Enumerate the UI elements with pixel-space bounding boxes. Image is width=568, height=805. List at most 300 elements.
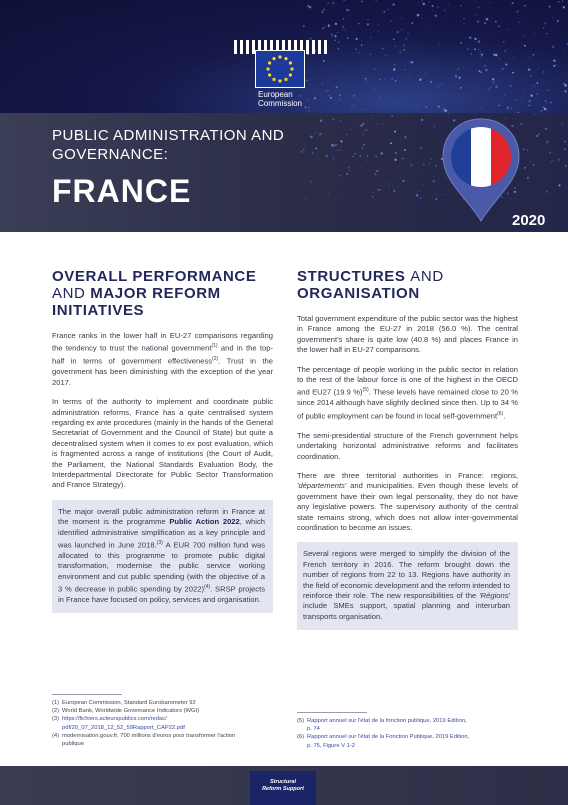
footnote-link[interactable]: p. 75, Figure V 1-2 xyxy=(307,742,356,749)
decorative-dot xyxy=(545,128,548,131)
decorative-dot xyxy=(403,44,405,46)
decorative-dot xyxy=(448,4,449,5)
decorative-dot xyxy=(553,65,555,67)
decorative-dot xyxy=(339,175,340,176)
decorative-dot xyxy=(361,44,363,46)
decorative-dot xyxy=(383,11,385,13)
decorative-dot xyxy=(348,9,350,11)
decorative-dot xyxy=(404,69,405,70)
decorative-dot xyxy=(564,84,567,87)
decorative-dot xyxy=(320,119,322,121)
decorative-dot xyxy=(385,55,387,57)
decorative-dot xyxy=(343,0,345,1)
decorative-dot xyxy=(404,149,406,151)
decorative-dot xyxy=(391,139,392,140)
decorative-dot xyxy=(399,105,400,106)
decorative-dot xyxy=(403,49,404,50)
decorative-dot xyxy=(342,26,344,28)
decorative-dot xyxy=(322,13,323,14)
decorative-dot xyxy=(429,163,430,164)
decorative-dot xyxy=(558,184,560,186)
public-employment-paragraph xyxy=(297,365,518,422)
footnote-link[interactable]: Rapport annuel sur l'état de la fonction publique, 2019 Edition, xyxy=(307,718,467,724)
decorative-dot xyxy=(422,185,423,186)
decorative-dot xyxy=(551,161,553,163)
decorative-dot xyxy=(479,70,481,72)
decorative-dot xyxy=(410,164,412,166)
decorative-dot xyxy=(460,42,461,43)
decorative-dot xyxy=(513,57,514,58)
decorative-dot xyxy=(530,94,532,96)
decorative-dot xyxy=(429,117,430,118)
decorative-dot xyxy=(331,34,333,36)
decorative-dot xyxy=(537,68,538,69)
footnote-item xyxy=(52,724,282,732)
footnote-item xyxy=(52,715,282,723)
footnote-link[interactable]: https://fichiers.acteurspublics.com/redac/ xyxy=(62,716,167,723)
decorative-dot xyxy=(327,3,328,4)
decorative-dot xyxy=(444,109,446,111)
decorative-dot xyxy=(390,142,392,144)
decorative-dot xyxy=(479,51,481,53)
decorative-dot xyxy=(395,45,396,46)
decorative-dot xyxy=(328,24,330,26)
decorative-dot xyxy=(337,32,338,33)
decorative-dot xyxy=(477,20,480,23)
decorative-dot xyxy=(406,38,408,40)
decorative-dot xyxy=(460,98,461,99)
text-run: and municipalities. Even though these levels of government have their own legal personality, they do not have any legislative powers. The supervisory authority of the central state remains strong, which does not allow inter-governmental coordination to become an issues. xyxy=(297,481,518,532)
decorative-dot xyxy=(512,72,514,74)
decorative-dot xyxy=(542,160,543,161)
text-run: France ranks in the lower half in EU-27 comparisons regarding the tendency to trust the national government xyxy=(52,331,273,353)
regions-merge-highlight-box xyxy=(297,542,518,630)
decorative-dot xyxy=(429,1,430,2)
decorative-dot xyxy=(353,95,355,97)
footnote-item xyxy=(52,740,282,748)
decorative-dot xyxy=(372,196,373,197)
decorative-dot xyxy=(457,68,459,70)
decorative-dot xyxy=(563,148,565,150)
decorative-dot xyxy=(393,190,395,192)
expenditure-paragraph: Total government expenditure of the public sector was the highest in France among the EU-27 in 2018 (56.0 %). The central government's share is quite low (40.8 %) and places France in the lower half in EU-27 comparisons. xyxy=(297,314,518,355)
footnote-link[interactable]: p. 74 xyxy=(307,726,320,733)
eu-star xyxy=(278,79,281,82)
france-flag-pin-icon xyxy=(440,117,522,225)
decorative-dot xyxy=(460,5,462,7)
decorative-dot xyxy=(392,185,393,186)
footnote-text: European Commission, Standard Eurobarometer 92 xyxy=(62,700,196,706)
decorative-dot xyxy=(430,158,432,160)
eu-star xyxy=(268,73,271,76)
decorative-dot xyxy=(369,54,370,55)
footnotes-left xyxy=(52,699,282,748)
decorative-dot xyxy=(530,75,532,77)
decorative-dot xyxy=(526,149,528,151)
decorative-dot xyxy=(434,191,435,192)
decorative-dot xyxy=(417,14,420,17)
footnote-item xyxy=(297,725,527,733)
decorative-dot xyxy=(385,79,386,80)
decorative-dot xyxy=(481,53,483,55)
decorative-dot xyxy=(399,139,401,141)
decorative-dot xyxy=(463,67,464,68)
decorative-dot xyxy=(335,23,337,25)
decorative-dot xyxy=(452,37,453,38)
decorative-dot xyxy=(436,166,437,167)
reform-authority-paragraph: In terms of the authority to implement and coordinate public administration reforms, France has a quite centralised system regarding ex ante procedures (mainly in the hands of the General Secretariat of Government and the Council of State) but quite a decentralised system when it comes to ex post evaluation, which is fragmented across a range of institutions (the Court of Audit, the Parliament, the National Standards Evaluation Body, the Interdepartmental Directorate for Public Sector Transformation and France Strategy). xyxy=(52,397,273,490)
decorative-dot xyxy=(507,107,508,108)
decorative-dot xyxy=(518,112,519,113)
decorative-dot xyxy=(526,55,527,56)
text-run: include SMEs support, spatial planning and interurban transports organisation. xyxy=(303,601,510,621)
decorative-dot xyxy=(523,36,524,37)
decorative-dot xyxy=(533,54,534,55)
decorative-dot xyxy=(523,148,525,150)
decorative-dot xyxy=(412,124,413,125)
decorative-dot xyxy=(361,0,363,2)
decorative-dot xyxy=(460,87,461,88)
text-run: A EUR 700 million fund was allocated to this programme to promote public digital transformation, modernise the public service working environment and cut public spending (with the objective of a 3 % decrease in public spending by 2022) xyxy=(58,540,265,594)
decorative-dot xyxy=(423,3,425,5)
eu-star xyxy=(272,78,275,81)
decorative-dot xyxy=(353,105,354,106)
footnote-item xyxy=(297,742,527,750)
decorative-dot xyxy=(502,68,504,70)
decorative-dot xyxy=(499,58,500,59)
decorative-dot xyxy=(338,41,340,43)
footnote-ref-4[interactable]: (4) xyxy=(203,584,211,591)
decorative-dot xyxy=(535,86,536,87)
decorative-dot xyxy=(516,10,518,12)
decorative-dot xyxy=(469,36,472,39)
decorative-dot xyxy=(425,72,427,74)
heading-part: INITIATIVES xyxy=(52,302,145,319)
decorative-dot xyxy=(550,152,552,154)
text-run: . SRSP projects in France have focused on policy, services and organisation. xyxy=(58,584,265,605)
decorative-dot xyxy=(507,106,508,107)
decorative-dot xyxy=(339,194,340,195)
srs-logo-line1: Structural xyxy=(270,779,296,785)
decorative-dot xyxy=(379,78,381,80)
text-run-italic: 'départements' xyxy=(297,481,347,491)
decorative-dot xyxy=(376,170,378,172)
decorative-dot xyxy=(346,173,347,174)
decorative-dot xyxy=(393,39,394,40)
territorial-authorities-paragraph xyxy=(297,471,518,533)
decorative-dot xyxy=(303,25,304,26)
decorative-dot xyxy=(430,81,432,83)
semi-presidential-paragraph: The semi-presidential structure of the French government helps undertaking horizontal administrative reforms and facilitates coordination. xyxy=(297,430,518,461)
footnote-divider-right xyxy=(297,712,367,713)
eu-flag-icon xyxy=(255,50,305,88)
decorative-dot xyxy=(458,77,460,79)
decorative-dot xyxy=(524,89,526,91)
decorative-dot xyxy=(346,101,347,102)
decorative-dot xyxy=(444,10,446,12)
decorative-dot xyxy=(375,155,377,157)
decorative-dot xyxy=(449,113,450,114)
decorative-dot xyxy=(305,198,306,199)
heading-part: AND xyxy=(52,285,91,302)
footnote-ref-3[interactable]: (3) xyxy=(156,539,163,546)
decorative-dot xyxy=(370,36,372,38)
footnote-text: publique xyxy=(62,741,84,748)
decorative-dot xyxy=(423,173,424,174)
decorative-dot xyxy=(490,87,491,88)
decorative-dot xyxy=(565,165,567,167)
decorative-dot xyxy=(463,23,464,24)
decorative-dot xyxy=(402,158,403,159)
footnote-text: modernisation.gouv.fr, 700 millions d'euros pour transformer l'action xyxy=(62,732,236,739)
decorative-dot xyxy=(492,82,494,84)
decorative-dot xyxy=(339,94,341,96)
decorative-dot xyxy=(504,94,506,96)
decorative-dot xyxy=(401,17,403,19)
decorative-dot xyxy=(536,99,537,100)
decorative-dot xyxy=(362,109,363,110)
decorative-dot xyxy=(397,123,398,124)
text-run: . These levels have remained close to 20 % since 2014 although have slightly declined since then. Up to 34 % of public employment can be found in local self-government xyxy=(297,387,518,421)
text-run: , which identified administrative simplification as a key principle and was launched in June 2018. xyxy=(58,517,265,550)
decorative-dot xyxy=(383,123,384,124)
decorative-dot xyxy=(553,60,555,62)
decorative-dot xyxy=(391,115,392,116)
decorative-dot xyxy=(310,181,313,184)
decorative-dot xyxy=(495,21,497,23)
decorative-dot xyxy=(342,29,343,30)
decorative-dot xyxy=(411,61,413,63)
decorative-dot xyxy=(538,134,539,135)
decorative-dot xyxy=(395,152,397,154)
decorative-dot xyxy=(498,26,499,27)
decorative-dot xyxy=(478,6,480,8)
decorative-dot xyxy=(374,68,375,69)
decorative-dot xyxy=(474,38,476,40)
heading-part: AND xyxy=(410,268,444,285)
decorative-dot xyxy=(474,48,476,50)
structural-reform-support-logo xyxy=(250,771,316,805)
decorative-dot xyxy=(563,83,565,85)
decorative-dot xyxy=(432,5,434,7)
footnote-link[interactable]: pdf/20_07_2018_12_52_59Rapport_CAP22.pdf xyxy=(62,724,185,731)
decorative-dot xyxy=(405,165,406,166)
decorative-dot xyxy=(486,18,489,21)
decorative-dot xyxy=(528,100,530,102)
decorative-dot xyxy=(541,110,543,112)
decorative-dot xyxy=(356,38,358,40)
decorative-dot xyxy=(480,56,481,57)
decorative-dot xyxy=(390,20,392,22)
decorative-dot xyxy=(416,194,419,197)
decorative-dot xyxy=(339,99,340,100)
decorative-dot xyxy=(382,13,383,14)
country-title: FRANCE xyxy=(52,173,192,209)
decorative-dot xyxy=(385,183,386,184)
footnote-ref-2[interactable]: (2) xyxy=(212,356,219,363)
text-run-italic: 'Régions' xyxy=(479,591,510,600)
footnote-divider-left xyxy=(52,694,122,695)
decorative-dot xyxy=(391,78,393,80)
decorative-dot xyxy=(394,131,396,133)
major-reform-paragraph xyxy=(58,507,265,606)
decorative-dot xyxy=(388,9,389,10)
regions-merge-paragraph xyxy=(303,549,510,622)
decorative-dot xyxy=(481,108,482,109)
decorative-dot xyxy=(419,79,421,81)
decorative-dot xyxy=(430,91,431,92)
srs-logo-text xyxy=(250,779,316,793)
decorative-dot xyxy=(351,109,352,110)
decorative-dot xyxy=(401,29,402,30)
footnotes-right xyxy=(297,717,527,750)
decorative-dot xyxy=(511,108,512,109)
decorative-dot xyxy=(361,166,362,167)
decorative-dot xyxy=(348,167,349,168)
trust-paragraph xyxy=(52,331,273,388)
decorative-dot xyxy=(396,31,399,34)
decorative-dot xyxy=(488,88,490,90)
decorative-dot xyxy=(363,123,365,125)
decorative-dot xyxy=(528,105,530,107)
decorative-dot xyxy=(564,140,566,142)
decorative-dot xyxy=(527,177,529,179)
european-commission-logo xyxy=(228,40,338,113)
european-commission-wordmark xyxy=(258,90,318,108)
decorative-dot xyxy=(420,197,421,198)
decorative-dot xyxy=(334,35,336,37)
decorative-dot xyxy=(427,90,428,91)
decorative-dot xyxy=(492,78,494,80)
decorative-dot xyxy=(323,28,324,29)
footnote-number: (3) xyxy=(52,716,60,723)
footnote-ref-1[interactable]: (1) xyxy=(211,343,218,350)
decorative-dot xyxy=(563,52,564,53)
footnote-item xyxy=(52,707,282,715)
decorative-dot xyxy=(536,135,538,137)
decorative-dot xyxy=(528,68,531,71)
decorative-dot xyxy=(325,26,326,27)
decorative-dot xyxy=(344,29,345,30)
decorative-dot xyxy=(438,106,440,108)
eu-star xyxy=(284,57,287,60)
decorative-dot xyxy=(553,125,554,126)
text-run: . xyxy=(503,411,506,421)
decorative-dot xyxy=(418,2,419,3)
decorative-dot xyxy=(543,27,545,29)
decorative-dot xyxy=(411,22,413,24)
decorative-dot xyxy=(375,0,377,1)
decorative-dot xyxy=(539,113,540,114)
decorative-dot xyxy=(536,144,537,145)
ec-logo-line2: Commission xyxy=(258,99,303,108)
decorative-dot xyxy=(358,52,360,54)
decorative-dot xyxy=(478,40,481,43)
decorative-dot xyxy=(563,6,566,9)
decorative-dot xyxy=(562,124,563,125)
decorative-dot xyxy=(503,41,504,42)
structures-heading xyxy=(297,268,518,302)
decorative-dot xyxy=(421,17,422,18)
subtitle-line2: GOVERNANCE: xyxy=(52,146,169,163)
decorative-dot xyxy=(437,6,439,8)
decorative-dot xyxy=(378,24,379,25)
decorative-dot xyxy=(367,23,369,25)
decorative-dot xyxy=(518,22,519,23)
decorative-dot xyxy=(547,89,549,91)
decorative-dot xyxy=(562,1,563,2)
decorative-dot xyxy=(417,106,418,107)
decorative-dot xyxy=(546,191,548,193)
decorative-dot xyxy=(378,31,379,32)
footnote-item xyxy=(52,699,282,707)
decorative-dot xyxy=(381,152,383,154)
decorative-dot xyxy=(455,75,457,77)
report-subtitle xyxy=(52,126,372,164)
decorative-dot xyxy=(365,78,366,79)
decorative-dot xyxy=(439,44,440,45)
decorative-dot xyxy=(321,11,323,13)
decorative-dot xyxy=(437,85,439,87)
right-column xyxy=(297,268,518,630)
text-run: There are three territorial authorities in France: regions, xyxy=(297,470,518,480)
decorative-dot xyxy=(394,64,395,65)
decorative-dot xyxy=(380,97,381,98)
decorative-dot xyxy=(484,22,486,24)
decorative-dot xyxy=(309,6,312,9)
decorative-dot xyxy=(544,22,546,24)
footnote-ref-5[interactable]: (5) xyxy=(362,387,369,394)
decorative-dot xyxy=(394,159,396,161)
cover-header xyxy=(0,0,568,232)
footnote-item xyxy=(297,733,527,741)
decorative-dot xyxy=(393,68,396,71)
heading-part: STRUCTURES xyxy=(297,268,411,285)
decorative-dot xyxy=(553,160,555,162)
eu-star xyxy=(272,57,275,60)
decorative-dot xyxy=(504,50,506,52)
decorative-dot xyxy=(347,38,348,39)
decorative-dot xyxy=(392,3,395,6)
decorative-dot xyxy=(533,114,535,116)
text-run: Several regions were merged to simplify the division of the French territory in 2016. The reform brought down the number of regions from 22 to 13. Regions have authority in the field of economic development and the reform intended to reinforce their role. The new responsibilities of the xyxy=(303,549,510,600)
decorative-dot xyxy=(342,18,344,20)
decorative-dot xyxy=(558,158,560,160)
decorative-dot xyxy=(546,141,549,144)
footnote-ref-6[interactable]: (6) xyxy=(497,410,504,417)
decorative-dot xyxy=(402,180,404,182)
decorative-dot xyxy=(524,45,526,47)
decorative-dot xyxy=(399,51,402,54)
decorative-dot xyxy=(529,57,530,58)
decorative-dot xyxy=(564,90,566,92)
heading-part: OVERALL PERFORMANCE xyxy=(52,268,257,285)
decorative-dot xyxy=(435,15,437,17)
decorative-dot xyxy=(446,93,447,94)
decorative-dot xyxy=(478,49,479,50)
decorative-dot xyxy=(423,164,425,166)
decorative-dot xyxy=(505,63,507,65)
decorative-dot xyxy=(536,93,537,94)
footnote-text: World Bank, Worldwide Governance Indicators (WGI) xyxy=(62,708,200,715)
footnote-number: (2) xyxy=(52,708,60,715)
left-column xyxy=(52,268,273,613)
decorative-dot xyxy=(332,2,334,4)
decorative-dot xyxy=(339,65,340,66)
footnote-link[interactable]: Rapport annuel sur l'état de la Fonction Publique, 2019 Edition, xyxy=(307,734,470,741)
eu-star xyxy=(290,67,293,70)
decorative-dot xyxy=(485,69,487,71)
